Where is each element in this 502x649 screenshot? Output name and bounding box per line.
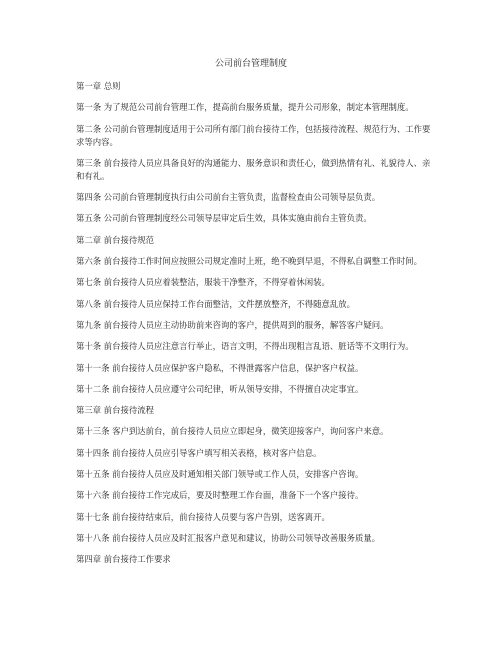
article-paragraph: 第四条 公司前台管理制度执行由公司前台主管负责，监督检查由公司领导层负责。 [76,192,381,203]
article-paragraph: 第十三条 客户到达前台，前台接待人员应立即起身，微笑迎接客户，询问客户来意。 [76,426,389,437]
article-paragraph: 第二条 公司前台管理制度适用于公司所有部门前台接待工作，包括接待流程、规范行为、工作要求等内容。 [76,123,431,147]
article-paragraph: 第十七条 前台接待结束后，前台接待人员要与客户告别，送客离开。 [76,511,330,522]
article-paragraph: 第五条 公司前台管理制度经公司领导层审定后生效，具体实施由前台主管负责。 [76,213,372,224]
chapter-heading: 第四章 前台接待工作要求 [76,554,171,565]
article-paragraph: 第十六条 前台接待工作完成后，要及时整理工作台面，准备下一个客户接待。 [76,490,364,501]
article-paragraph: 第十四条 前台接待人员应引导客户填写相关表格，核对客户信息。 [76,447,322,458]
article-paragraph: 第十一条 前台接待人员应保护客户隐私，不得泄露客户信息，保护客户权益。 [76,362,364,373]
document-title: 公司前台管理制度 [214,59,287,69]
article-paragraph: 第九条 前台接待人员应主动协助前来咨询的客户，提供周到的服务，解答客户疑问。 [76,319,389,330]
article-paragraph: 第三条 前台接待人员应具备良好的沟通能力、服务意识和责任心，做到热情有礼、礼貌待人、亲和有礼。 [76,157,431,181]
article-paragraph: 第十八条 前台接待人员应及时汇报客户意见和建议，协助公司领导改善服务质量。 [76,532,381,543]
article-paragraph: 第一条 为了规范公司前台管理工作，提高前台服务质量，提升公司形象，制定本管理制度。 [76,102,414,113]
article-paragraph: 第十五条 前台接待人员应及时通知相关部门领导或工作人员，安排客户咨询。 [76,469,364,480]
article-paragraph: 第十二条 前台接待人员应遵守公司纪律，听从领导安排，不得擅自决定事宜。 [76,383,364,394]
article-paragraph: 第七条 前台接待人员应着装整洁，服装干净整齐，不得穿着休闲装。 [76,277,330,288]
article-paragraph: 第八条 前台接待人员应保持工作台面整洁，文件摆放整齐，不得随意乱放。 [76,298,356,309]
document-body [76,80,432,575]
article-paragraph: 第十条 前台接待人员应注意言行举止，语言文明，不得出现粗言乱语、脏话等不文明行为。 [76,341,414,352]
chapter-heading: 第二章 前台接待规范 [76,234,155,245]
chapter-heading: 第一章 总则 [76,81,121,91]
chapter-heading: 第三章 前台接待流程 [76,405,155,416]
article-paragraph: 第六条 前台接待工作时间应按照公司规定准时上班，绝不晚到早退，不得私自调整工作时间。 [76,256,423,267]
